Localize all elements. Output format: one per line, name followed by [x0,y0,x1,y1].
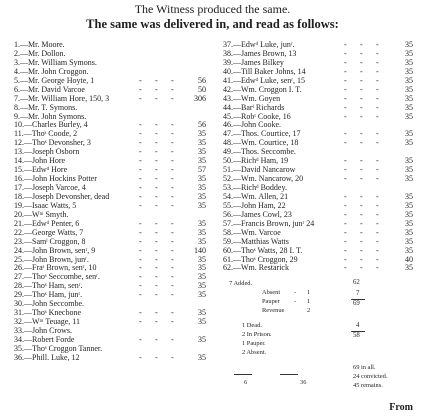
entry-name: 38.—James Brown, 13 [223,48,297,58]
leader-dash: - [139,281,142,291]
leader-dash: - [360,263,363,273]
leader-dash: - [139,334,142,344]
leader-dash: - [155,308,158,318]
leader-dash: - [139,191,142,201]
leader-dash: - [360,40,363,49]
entry-name: 48.—Wm. Courtice, 18 [223,138,299,148]
leader-dash: - [139,272,142,282]
entry-amount: 35 [198,263,206,273]
entry-amount: 35 [198,308,206,318]
entry-name: 24.—John Brown, senʳ, 9 [14,245,96,255]
leader-dash: - [155,138,158,148]
summary-revenue-value: 2 [307,307,311,314]
entry-name: 1.—Mr. Moore. [14,40,65,49]
leader-dash: - [155,290,158,300]
entry-amount: 35 [198,147,206,157]
leader-dash: - [155,147,158,157]
leader-dash: - [171,147,174,157]
entry-amount: 35 [198,191,206,201]
entry-name: 15.—Edwᵈ Hore [14,165,68,175]
leader-dash: - [155,352,158,362]
leader-dash: - [171,308,174,318]
leader-dash: - [360,102,363,112]
leader-dash: - [139,263,142,273]
leader-dash: - [155,317,158,327]
entry-amount: 35 [405,48,413,58]
entry-name: 23.—Samˡ Croggon, 8 [14,236,86,246]
summary-pauper-dash: - [294,298,297,305]
entry-amount: 57 [198,165,206,175]
entry-name: 57.—Francis Brown, junʳ 24 [223,218,315,228]
entry-name: 31.—Thoˢ Knecbone [14,308,82,318]
leader-dash: - [376,263,379,273]
leader-dash: - [344,191,347,201]
entry-amount: 35 [198,272,206,282]
entry-amount: 35 [405,236,413,246]
leader-dash: - [376,93,379,103]
leader-dash: - [376,40,379,49]
entry-name: 28.—Thoˢ Ham, senʳ. [14,281,83,291]
entry-amount: 56 [198,75,206,85]
leader-dash: - [139,165,142,175]
entry-name: 9.—Mr. John Symons. [14,111,87,121]
leader-dash: - [155,281,158,291]
leader-dash: - [344,40,347,49]
entry-name: 22.—George Watts, 7 [14,227,84,237]
summary-rule-left [234,374,252,375]
entry-name: 11.—Thoˢ Coode, 2 [14,129,78,139]
entry-name: 4.—Mr. John Croggon. [14,66,89,76]
leader-dash: - [171,200,174,210]
leader-dash: - [171,245,174,255]
leader-dash: - [139,129,142,139]
entry-amount: 35 [405,40,413,49]
leader-dash: - [360,191,363,201]
entry-amount: 50 [198,84,206,94]
summary-absent: 2 Absent. [242,349,267,356]
entry-name: 6.—Mr. David Varcoe [14,84,85,94]
leader-dash: - [171,191,174,201]
leader-dash: - [376,165,379,175]
leader-dash: - [139,120,142,130]
summary-total-six: 6 [244,379,248,386]
leader-dash: - [171,174,174,184]
entry-name: 37.—Edwᵈ Luke, junʳ. [223,40,295,49]
leader-dash: - [139,245,142,255]
leader-dash: - [139,317,142,327]
summary-total-thirty-six: 36 [300,379,307,386]
entry-name: 32.—Wᵐ Teuage, 11 [14,317,80,327]
entry-amount: 35 [405,191,413,201]
leader-dash: - [139,236,142,246]
leader-dash: - [360,156,363,166]
entry-amount: 35 [198,183,206,192]
leader-dash: - [155,174,158,184]
summary-all: 69 in all. [353,364,376,371]
leader-dash: - [344,236,347,246]
entry-name: 47.—Thos. Courtice, 17 [223,129,301,139]
entry-name: 43.—Wm. Goyen [223,93,281,103]
list-entry [223,264,413,273]
entry-name: 50.—Richᵈ Ham, 19 [223,156,289,166]
entry-amount: 35 [405,138,413,148]
catchword: From [389,402,413,413]
leader-dash: - [171,129,174,139]
summary-added: 7 Added. [229,280,253,287]
entry-amount: 35 [405,57,413,67]
leader-dash: - [344,57,347,67]
leader-dash: - [376,236,379,246]
summary-convicted: 24 convicted. [353,373,388,380]
leader-dash: - [344,75,347,85]
leader-dash: - [360,236,363,246]
entry-name: 18.—Joseph Devonsher, dead [14,191,110,201]
leader-dash: - [344,129,347,139]
entry-name: 20.—Wᵐ Smyth. [14,209,69,219]
entry-amount: 35 [405,263,413,273]
entry-name: 44.—Barˡ Richards [223,102,285,112]
entry-name: 5.—Mr. George Hoyte, 1 [14,75,95,85]
leader-dash: - [344,254,347,264]
summary-revenue-label: Revenue [262,307,285,314]
entry-name: 55.—John Ham, 22 [223,200,286,210]
leader-dash: - [376,102,379,112]
summary-prison: 2 In Prison. [242,331,272,338]
summary-pauper-label: Pauper [262,298,280,305]
entry-name: 19.—Isaac Watts, 5 [14,200,77,210]
leader-dash: - [155,200,158,210]
leader-dash: - [139,352,142,362]
entry-name: 39.—James Bilkey [223,57,284,67]
entry-name: 51.—David Nancarow [223,165,296,175]
leader-dash: - [155,263,158,273]
leader-dash: - [376,138,379,148]
entry-name: 33.—John Crows. [14,326,73,335]
leader-dash: - [360,111,363,121]
leader-dash: - [360,165,363,175]
leader-dash: - [360,218,363,228]
leader-dash: - [139,174,142,184]
leader-dash: - [171,272,174,282]
leader-dash: - [360,227,363,237]
leader-dash: - [171,120,174,130]
leader-dash: - [344,84,347,94]
leader-dash: - [155,254,158,264]
leader-dash: - [344,200,347,210]
leader-dash: - [171,75,174,85]
leader-dash: - [344,138,347,148]
leader-dash: - [139,75,142,85]
entry-amount: 35 [198,227,206,237]
leader-dash: - [344,174,347,184]
leader-dash: - [139,290,142,300]
leader-dash: - [360,209,363,219]
leader-dash: - [139,138,142,148]
entry-name: 41.—Edwᵈ Luke, senʳ, 15 [223,75,305,85]
entry-amount: 35 [198,236,206,246]
entry-name: 7.—Mr. William Hore, 150, 3 [14,93,110,103]
entry-amount: 35 [405,102,413,112]
leader-dash: - [360,138,363,148]
leader-dash: - [171,227,174,237]
leader-dash: - [344,245,347,255]
leader-dash: - [360,93,363,103]
leader-dash: - [155,156,158,166]
delivered-heading: The same was delivered in, and read as follows: [86,17,339,31]
leader-dash: - [139,183,142,192]
leader-dash: - [155,129,158,139]
leader-dash: - [376,66,379,76]
left-column-list [14,41,224,363]
entry-amount: 35 [198,218,206,228]
entry-name: 10.—Charles Burley, 4 [14,120,88,130]
entry-name: 13.—Joseph Osborn [14,147,80,157]
leader-dash: - [139,227,142,237]
leader-dash: - [344,48,347,58]
summary-remains: 45 remains. [353,382,383,389]
entry-amount: 35 [198,156,206,166]
entry-name: 62.—Wm. Restarick [223,263,289,273]
leader-dash: - [360,200,363,210]
leader-dash: - [171,236,174,246]
entry-amount: 35 [405,111,413,121]
leader-dash: - [171,156,174,166]
leader-dash: - [155,183,158,192]
leader-dash: - [344,93,347,103]
leader-dash: - [360,48,363,58]
leader-dash: - [376,254,379,264]
entry-amount: 35 [405,209,413,219]
leader-dash: - [155,227,158,237]
leader-dash: - [376,48,379,58]
leader-dash: - [376,84,379,94]
entry-name: 21.—Edwᵈ Penter, 6 [14,218,80,228]
entry-name: 40.—Till Baker Johns, 14 [223,66,306,76]
leader-dash: - [344,263,347,273]
entry-name: 35.—Thoˢ Croggon Tanner. [14,343,103,353]
leader-dash: - [155,120,158,130]
entry-name: 29.—Thoˢ Ham, junʳ. [14,290,83,300]
leader-dash: - [171,290,174,300]
leader-dash: - [155,334,158,344]
entry-amount: 35 [405,200,413,210]
entry-name: 36.—Phill. Luke, 12 [14,352,80,362]
leader-dash: - [139,84,142,94]
entry-amount: 40 [405,254,413,264]
entry-amount: 35 [198,290,206,300]
leader-dash: - [344,165,347,175]
entry-amount: 35 [405,165,413,175]
leader-dash: - [155,84,158,94]
leader-dash: - [139,218,142,228]
leader-dash: - [171,93,174,103]
leader-dash: - [139,308,142,318]
leader-dash: - [376,200,379,210]
entry-name: 8.—Mr. T. Symons. [14,102,78,112]
leader-dash: - [376,129,379,139]
entry-amount: 35 [198,352,206,362]
entry-name: 53.—Richᵈ Boddey. [223,183,287,192]
tally-four: 4 [356,322,360,329]
leader-dash: - [155,191,158,201]
entry-amount: 35 [198,281,206,291]
entry-name: 42.—Wm. Croggon I. T. [223,84,302,94]
entry-name: 17.—Joseph Varcoe, 4 [14,183,86,192]
entry-name: 52.—Wm. Nancarow, 20 [223,174,304,184]
entry-name: 16.—John Hockins Potter [14,174,97,184]
leader-dash: - [376,111,379,121]
entry-name: 3.—Mr. William Symons. [14,57,97,67]
leader-dash: - [376,209,379,219]
entry-name: 59.—Matthias Watts [223,236,289,246]
leader-dash: - [360,174,363,184]
leader-dash: - [171,218,174,228]
leader-dash: - [155,165,158,175]
leader-dash: - [344,111,347,121]
entry-amount: 35 [405,227,413,237]
leader-dash: - [171,165,174,175]
entry-name: 14.—John Hore [14,156,66,166]
entry-amount: 56 [198,120,206,130]
witness-line: The Witness produced the same. [134,2,291,16]
entry-amount: 35 [405,245,413,255]
leader-dash: - [376,245,379,255]
summary-pauper-value: 1 [307,298,311,305]
leader-dash: - [155,93,158,103]
leader-dash: - [360,84,363,94]
entry-name: 61.—Thoˢ Croggon, 29 [223,254,298,264]
entry-name: 46.—John Cooke. [223,120,281,130]
leader-dash: - [344,102,347,112]
leader-dash: - [360,245,363,255]
entry-amount: 35 [405,93,413,103]
entry-name: 27.—Thoˢ Seccombe, senʳ. [14,272,100,282]
entry-amount: 35 [198,138,206,148]
leader-dash: - [344,227,347,237]
leader-dash: - [171,254,174,264]
entry-name: 49.—Thos. Seccombe. [223,147,296,157]
leader-dash: - [171,138,174,148]
leader-dash: - [139,200,142,210]
summary-pauper: 1 Pauper. [242,340,266,347]
entry-name: 25.—John Brown, junʳ. [14,254,89,264]
leader-dash: - [139,254,142,264]
leader-dash: - [376,57,379,67]
entry-name: 34.—Robert Forde [14,334,75,344]
entry-name: 58.—Wm. Varcoe [223,227,281,237]
tally-sixty-two: 62 [353,279,360,286]
entry-amount: 35 [405,75,413,85]
leader-dash: - [376,75,379,85]
leader-dash: - [344,209,347,219]
entry-name: 12.—Thoˢ Devonsher, 3 [14,138,91,148]
leader-dash: - [171,317,174,327]
leader-dash: - [139,93,142,103]
leader-dash: - [139,156,142,166]
entry-name: 60.—Thoˢ Watts, 28 I. T. [223,245,303,255]
leader-dash: - [171,183,174,192]
entry-amount: 35 [198,334,206,344]
entry-amount: 35 [198,200,206,210]
entry-amount: 35 [198,129,206,139]
leader-dash: - [360,66,363,76]
leader-dash: - [376,156,379,166]
leader-dash: - [171,334,174,344]
entry-name: 30.—John Seccombe. [14,299,84,309]
leader-dash: - [376,227,379,237]
summary-absent-label: Absent [262,289,281,296]
leader-dash: - [155,272,158,282]
entry-amount: 35 [405,66,413,76]
leader-dash: - [344,218,347,228]
summary-absent-value: 1 [307,289,311,296]
tally-fifty-eight: 58 [353,332,360,339]
entry-amount: 35 [405,174,413,184]
summary-dead: 1 Dead. [242,322,262,329]
leader-dash: - [360,57,363,67]
entry-amount: 35 [198,317,206,327]
entry-name: 56.—James Cowl, 23 [223,209,292,219]
entry-name: 26.—Fraˢ Brown, senʳ, 10 [14,263,97,273]
summary-rule-mid [280,374,298,375]
leader-dash: - [360,75,363,85]
entry-amount: 140 [194,245,206,255]
entry-name: 45.—Robᵗ Cooke, 16 [223,111,291,121]
entry-amount: 35 [405,156,413,166]
entry-amount: 35 [198,174,206,184]
leader-dash: - [360,129,363,139]
entry-name: 54.—Wm. Allen, 21 [223,191,289,201]
leader-dash: - [360,254,363,264]
leader-dash: - [344,66,347,76]
leader-dash: - [376,218,379,228]
entry-amount: 306 [194,93,206,103]
right-column-list [223,41,413,273]
entry-name: 2.—Mr. Dollon. [14,48,66,58]
leader-dash: - [155,75,158,85]
entry-amount: 35 [198,254,206,264]
leader-dash: - [171,263,174,273]
leader-dash: - [376,191,379,201]
list-entry [14,354,224,363]
leader-dash: - [139,147,142,157]
tally-seven: 7 [356,290,360,297]
leader-dash: - [155,245,158,255]
leader-dash: - [344,156,347,166]
entry-amount: 35 [405,218,413,228]
tally-sixty-nine: 69 [353,300,360,307]
entry-amount: 35 [405,84,413,94]
entry-amount: 35 [405,129,413,139]
leader-dash: - [171,84,174,94]
leader-dash: - [171,352,174,362]
leader-dash: - [376,174,379,184]
leader-dash: - [155,218,158,228]
leader-dash: - [171,281,174,291]
summary-absent-dash: - [294,289,297,296]
leader-dash: - [155,236,158,246]
